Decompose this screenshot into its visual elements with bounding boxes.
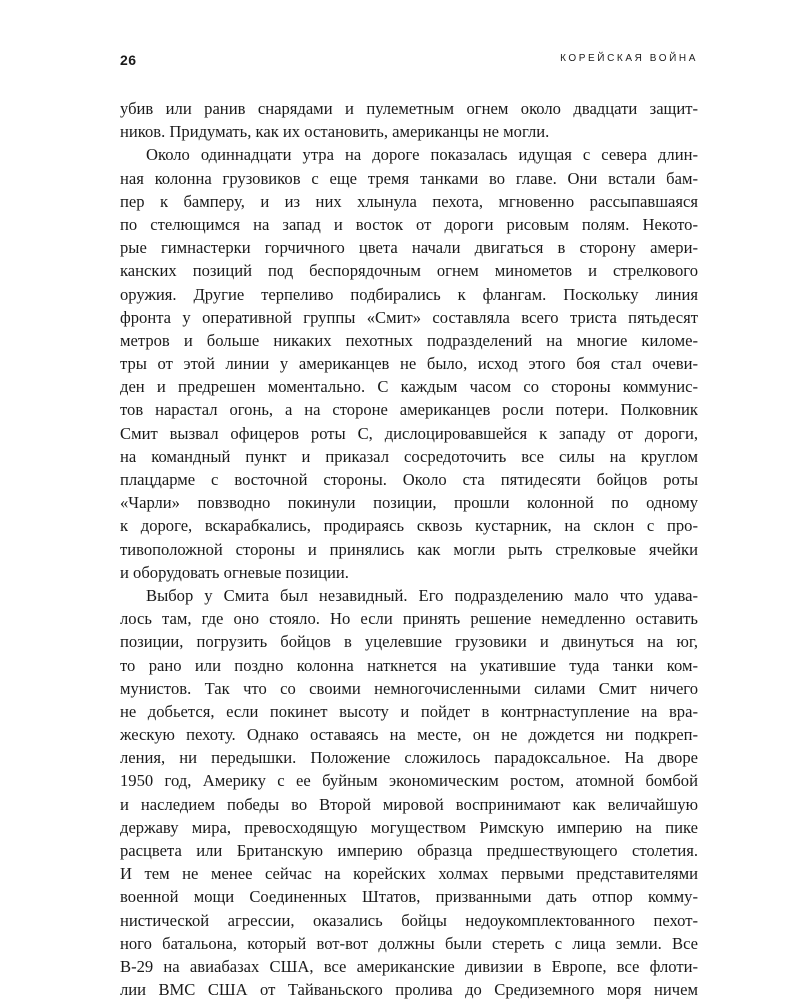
text-line: ников. Придумать, как их остановить, американцы не могли. xyxy=(120,122,550,142)
text-line: плацдарме с восточной стороны. Около ста пятидесяти бойцов роты xyxy=(120,470,698,489)
text-line: рые гимнастерки горчичного цвета начали двигаться в сторону амери- xyxy=(120,238,698,258)
text-line: на командный пункт и приказал сосредоточить все силы на круглом xyxy=(120,446,698,466)
page-header xyxy=(120,52,698,72)
text-line: B-29 на авиабазах США, все американские дивизии в Европе, все флоти- xyxy=(120,956,698,976)
text-line: Около одиннадцати утра на дороге показалась идущая с севера длин- xyxy=(146,145,698,165)
page-number: 26 xyxy=(120,52,137,68)
text-line: тивоположной стороны и принялись как могли рыть стрелковые ячейки xyxy=(120,539,698,559)
text-line: ден и предрешен моментально. С каждым часом со стороны коммунис- xyxy=(120,377,698,397)
text-line: лось там, где оно стояло. Но если принять решение немедленно оставить xyxy=(120,609,698,629)
text-line: мунистов. Так что со своими немногочисленными силами Смит ничего xyxy=(120,678,698,698)
text-line: Смит вызвал офицеров роты С, дислоцировавшейся к западу от дороги, xyxy=(120,423,698,443)
body-text xyxy=(120,97,698,1001)
text-line: державу мира, превосходящую могуществом Римскую империю на пике xyxy=(120,817,698,837)
text-line: расцвета или Британскую империю образца предшествующего столетия. xyxy=(120,841,698,860)
text-line: фронта у оперативной группы «Смит» составляла всего триста пятьдесят xyxy=(120,307,698,327)
text-line: к дороге, вскарабкались, продираясь сквозь кустарник, на склон с про- xyxy=(120,516,698,536)
text-line: то рано или поздно колонна наткнется на укатившие туда танки ком- xyxy=(120,655,698,675)
text-line: ная колонна грузовиков с еще тремя танками во главе. Они встали бам- xyxy=(120,168,698,188)
text-line: метров и больше никаких пехотных подразделений на многие киломе- xyxy=(120,330,698,350)
text-line: ного батальона, который вот-вот должны были стереть с лица земли. Все xyxy=(120,933,698,953)
text-line: И тем не менее сейчас на корейских холмах первыми представителями xyxy=(120,864,698,884)
text-line: лии ВМС США от Тайваньского пролива до Средиземного моря ничем xyxy=(120,980,698,1000)
text-line: по стелющимся на запад и восток от дороги рисовым полям. Некото- xyxy=(120,214,698,234)
text-line: ления, ни передышки. Положение сложилось парадоксальное. На дворе xyxy=(120,748,698,768)
text-line: «Чарли» повзводно покинули позиции, прошли колонной по одному xyxy=(120,493,698,513)
running-title: КОРЕЙСКАЯ ВОЙНА xyxy=(560,53,698,64)
text-line: тры от этой линии у американцев не было, исход этого боя стал очеви- xyxy=(120,354,698,374)
text-line: 1950 год, Америку с ее буйным экономическим ростом, атомной бомбой xyxy=(120,771,698,791)
text-line: и наследием победы во Второй мировой воспринимают как величайшую xyxy=(120,794,698,814)
text-line: нистической агрессии, оказались бойцы недоукомплектованного пехот- xyxy=(120,910,698,930)
text-line: тов нарастал огонь, а на стороне американцев росли потери. Полковник xyxy=(120,400,698,420)
text-line: жескую пехоту. Однако оставаясь на месте, он не дождется ни подкреп- xyxy=(120,725,698,745)
text-line: не добьется, если покинет высоту и пойдет в контрнаступление на вра- xyxy=(120,701,698,721)
text-line: оружия. Другие терпеливо подбирались к флангам. Поскольку линия xyxy=(120,284,698,304)
text-line: Выбор у Смита был незавидный. Его подразделению мало что удава- xyxy=(146,585,698,605)
text-line: военной мощи Соединенных Штатов, призванными дать отпор комму- xyxy=(120,887,698,907)
text-line: и оборудовать огневые позиции. xyxy=(120,562,349,582)
text-line: убив или ранив снарядами и пулеметным огнем около двадцати защит- xyxy=(120,99,698,118)
text-line: пер к бамперу, и из них хлынула пехота, мгновенно рассыпавшаяся xyxy=(120,191,698,211)
text-line: позиции, погрузить бойцов в уцелевшие грузовики и двинуться на юг, xyxy=(120,632,698,652)
text-line: канских позиций под беспорядочным огнем минометов и стрелкового xyxy=(120,261,698,281)
